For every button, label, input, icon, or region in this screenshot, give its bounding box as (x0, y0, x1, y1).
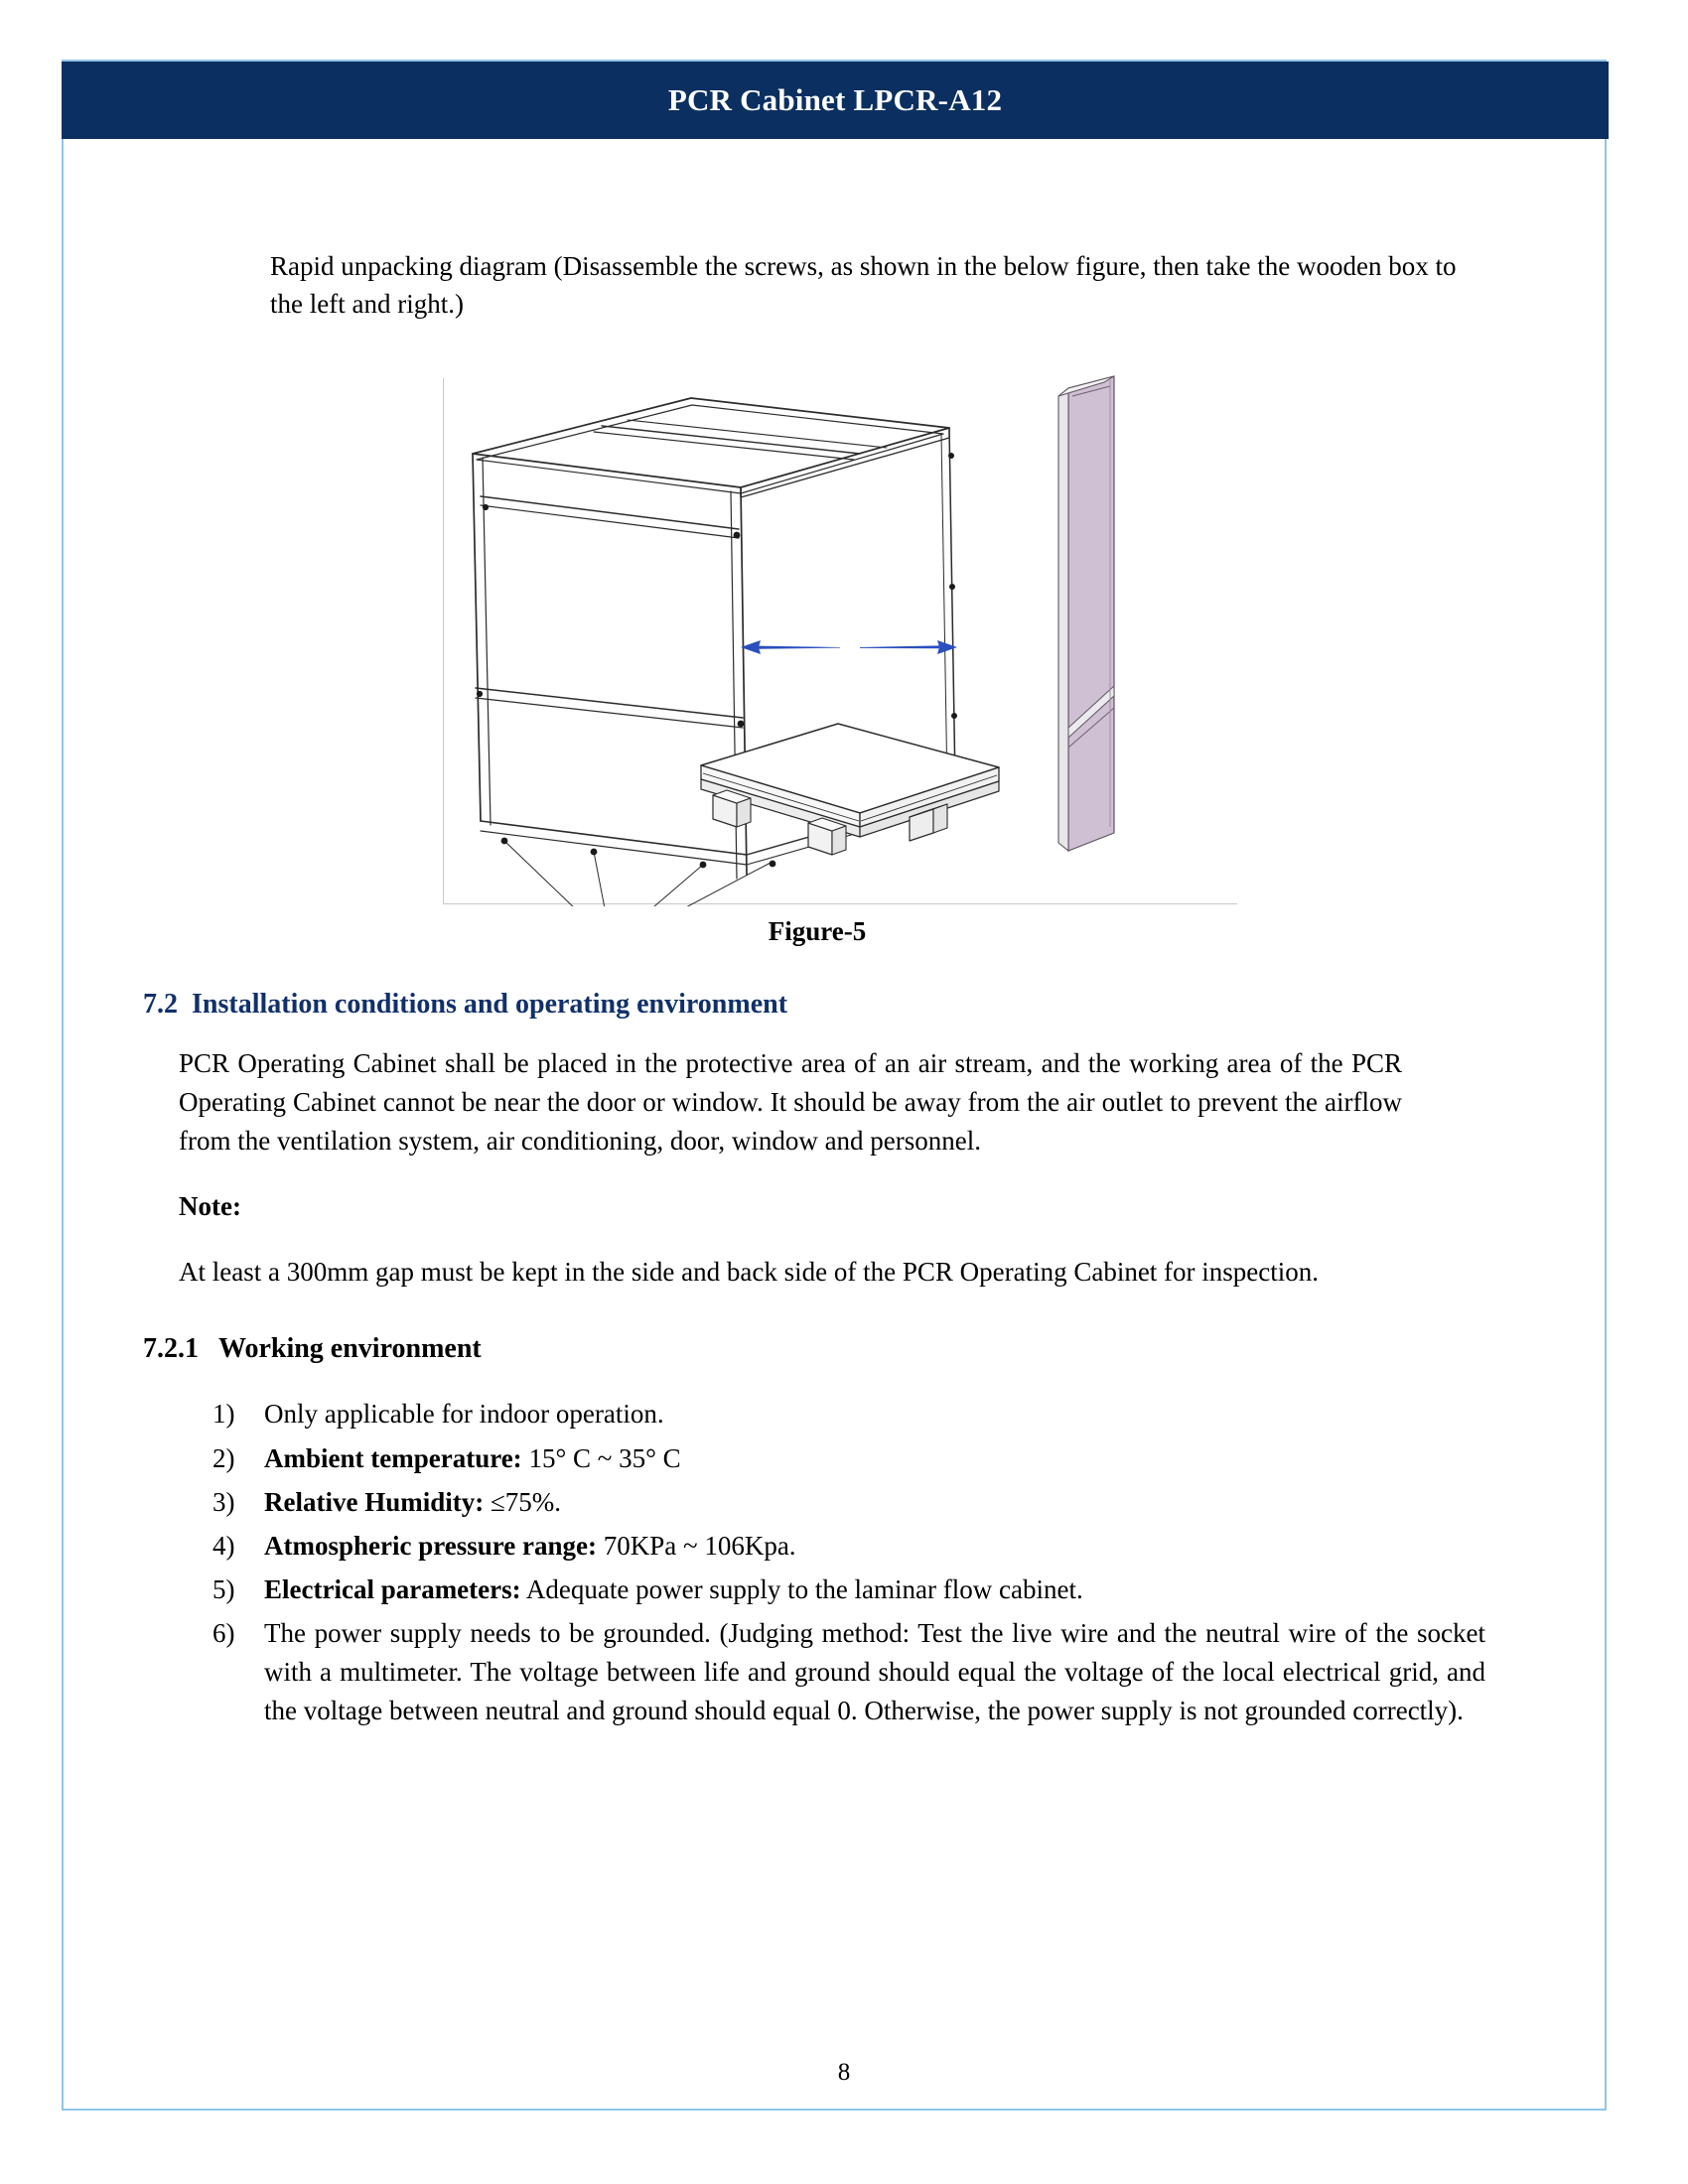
list-item-body (264, 1570, 1485, 1609)
intro-paragraph: Rapid unpacking diagram (Disassemble the screws, as shown in the below figure, then take the wooden box to the left and right.) (270, 251, 1457, 320)
page-number: 8 (837, 2059, 851, 2086)
list-item-label: Ambient temperature: (264, 1442, 522, 1473)
list-item (212, 1439, 1485, 1478)
list-item-marker: 3) (212, 1486, 235, 1517)
heading-7-2-number: 7.2 (143, 988, 178, 1020)
list-item-body (264, 1483, 1485, 1522)
list-item-marker: 2) (212, 1442, 235, 1473)
list-item-text: 70KPa ~ 106Kpa. (596, 1530, 796, 1561)
figure-caption: Figure-5 (768, 915, 867, 946)
section-7-2-paragraph: PCR Operating Cabinet shall be placed in the protective area of an air stream, and the working area of the PCR Operating Cabinet cannot be near the door or window. It should be away from the air outlet to prevent the airflow from the ventilation system, air conditioning, door, window and personnel. (179, 1047, 1402, 1156)
list-item (212, 1527, 1485, 1566)
crate-side-panel (1058, 376, 1114, 851)
list-item-text: 15° C ~ 35° C (521, 1442, 681, 1473)
heading-7-2-1 (143, 1333, 1485, 1365)
list-item-text: Adequate power supply to the laminar flow cabinet. (520, 1573, 1083, 1604)
note-label: Note: (179, 1191, 241, 1222)
list-item-marker: 5) (212, 1573, 235, 1604)
list-item-text: Only applicable for indoor operation. (264, 1399, 664, 1430)
heading-7-2-title: Installation conditions and operating environment (192, 988, 788, 1020)
list-item-body (264, 1395, 1485, 1433)
list-item-marker: 1) (212, 1399, 235, 1430)
page-header-band (62, 62, 1609, 139)
list-item-text: The power supply needs to be grounded. (Judging method: Test the live wire and the neutral wire of the socket with a multimeter. The voltage between life and ground should equal the voltage of the local electrical grid, and the voltage between neutral and ground should equal 0. Otherwise, the power supply is not grounded correctly). (264, 1618, 1485, 1726)
page-content (143, 220, 1485, 1746)
heading-7-2-1-number: 7.2.1 (143, 1333, 199, 1365)
page-title: PCR Cabinet LPCR-A12 (667, 82, 1003, 117)
figure-5-container (195, 350, 1485, 906)
list-item-body (264, 1439, 1485, 1478)
list-item-label: Electrical parameters: (264, 1573, 521, 1604)
list-item (212, 1614, 1485, 1730)
unpacking-diagram (443, 358, 1237, 906)
list-item-body (264, 1527, 1485, 1566)
list-item-label: Relative Humidity: (264, 1486, 485, 1517)
list-item (212, 1395, 1485, 1433)
list-item-text: ≤75%. (484, 1486, 562, 1517)
list-item-marker: 6) (212, 1618, 235, 1649)
working-environment-list (212, 1395, 1485, 1730)
list-item-body (264, 1614, 1485, 1730)
list-item-label: Atmospheric pressure range: (264, 1530, 597, 1561)
list-item (212, 1570, 1485, 1609)
heading-7-2 (143, 989, 1485, 1021)
heading-7-2-1-title: Working environment (218, 1333, 482, 1365)
spread-arrow-icon (741, 640, 957, 654)
note-text: At least a 300mm gap must be kept in the side and back side of the PCR Operating Cabinet for inspection. (179, 1257, 1320, 1288)
list-item (212, 1483, 1485, 1522)
list-item-marker: 4) (212, 1530, 235, 1561)
